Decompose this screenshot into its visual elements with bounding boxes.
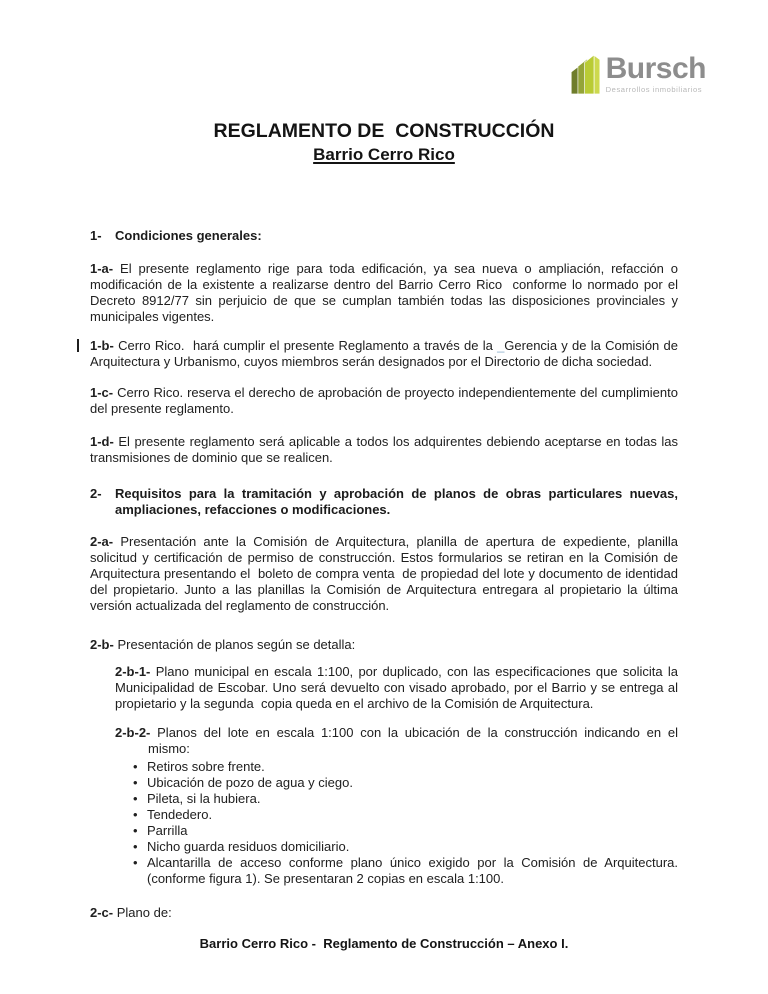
bullet-icon: • — [133, 839, 138, 854]
list-item-text: Parrilla — [147, 823, 188, 838]
paragraph-2b2 — [115, 725, 678, 757]
paragraph-2a-text: Presentación ante la Comisión de Arquitectura, planilla de apertura de expediente, planilla solicitud y certificación de permiso de construcción. Estos formularios se retiran en la Comisión de Arquitectura presentando el boleto de compra venta de propiedad del lote y documento de identidad del propietario. Junto a las planillas la Comisión de Arquitectura entregara al propietario la última versión actualizada del reglamento de construcción. — [90, 534, 678, 613]
logo-brand-name: Bursch — [605, 52, 706, 85]
subtitle-text: Barrio Cerro Rico — [313, 145, 455, 164]
logo-text — [606, 54, 706, 94]
requirements-list — [133, 759, 678, 887]
paragraph-1a — [90, 261, 678, 325]
paragraph-1b-text: Cerro Rico. hará cumplir el presente Reglamento a través de la — [118, 338, 498, 353]
document-subtitle — [90, 143, 678, 166]
paragraph-1b-text-cont: Gerencia y de la Comisión de Arquitectura y Urbanismo, cuyos miembros serán designados por el Directorio de dicha sociedad. — [90, 338, 678, 369]
document-body — [0, 120, 768, 952]
bullet-icon: • — [133, 807, 138, 822]
paragraph-1b-label: 1-b- — [90, 338, 114, 353]
section-2-heading — [90, 486, 678, 518]
paragraph-1c-text: Cerro Rico. reserva el derecho de aprobación de proyecto independientemente del cumplimiento del presente reglamento. — [90, 385, 678, 416]
section-2-number: 2- — [90, 486, 102, 501]
paragraph-2b2-label: 2-b-2- — [115, 725, 151, 740]
list-item-text: Retiros sobre frente. — [147, 759, 265, 774]
bullet-icon: • — [133, 775, 138, 790]
paragraph-1d-text: El presente reglamento será aplicable a todos los adquirentes debiendo aceptarse en todas las transmisiones de dominio que se realicen. — [90, 434, 678, 465]
paragraph-2a-label: 2-a- — [90, 534, 114, 549]
paragraph-1b — [90, 338, 678, 370]
list-item — [133, 775, 678, 791]
logo-tagline: Desarrollos inmobiliarios — [605, 85, 703, 94]
section-2-title: Requisitos para la tramitación y aprobación de planos de obras particulares nuevas, ampliaciones, refacciones o modificaciones. — [115, 486, 678, 517]
bullet-icon: • — [133, 855, 138, 870]
tracked-change-mark: _ — [497, 338, 505, 353]
list-item-text: Pileta, si la hubiera. — [147, 791, 261, 806]
paragraph-2c-text: Plano de: — [116, 905, 172, 920]
paragraph-1a-text: El presente reglamento rige para toda edificación, ya sea nueva o ampliación, refacción o modificación de la existente a realizarse dentro del Barrio Cerro Rico conforme lo normado por el Decreto 8912/77 sin perjuicio de que se cumplan también todas las disposiciones provinciales y municipales vigentes. — [90, 261, 678, 324]
paragraph-1d-label: 1-d- — [90, 434, 114, 449]
paragraph-2b2-text: Planos del lote en escala 1:100 con la ubicación de la construcción indicando en el — [157, 725, 678, 740]
list-item-text: Tendedero. — [147, 807, 213, 822]
paragraph-2a — [90, 534, 678, 614]
list-item — [133, 807, 678, 823]
company-logo — [570, 52, 706, 94]
paragraph-1d — [90, 434, 678, 466]
list-item — [133, 791, 678, 807]
paragraph-2b1-text: Plano municipal en escala 1:100, por duplicado, con las especificaciones que solicita la Municipalidad de Escobar. Uno será devuelto con visado aprobado, por el Barrio y se entrega al propietario y la segunda copia queda en el archivo de la Comisión de Arquitectura. — [115, 664, 678, 711]
paragraph-2b-label: 2-b- — [90, 637, 114, 652]
paragraph-2c-label: 2-c- — [90, 905, 114, 920]
paragraph-1c-label: 1-c- — [90, 385, 114, 400]
bullet-icon: • — [133, 791, 138, 806]
section-1-title: Condiciones generales: — [115, 228, 262, 243]
paragraph-2b1 — [115, 664, 678, 712]
list-item — [133, 839, 678, 855]
page-footer: Barrio Cerro Rico - Reglamento de Construcción – Anexo I. — [199, 936, 569, 951]
paragraph-2c — [90, 905, 678, 921]
revision-bar — [77, 339, 79, 352]
section-1-heading — [90, 228, 678, 244]
list-item-text: Ubicación de pozo de agua y ciego. — [147, 775, 353, 790]
section-1-number: 1- — [90, 228, 102, 243]
list-item — [133, 759, 678, 775]
bullet-icon: • — [133, 823, 138, 838]
list-item-text: Nicho guarda residuos domiciliario. — [147, 839, 350, 854]
paragraph-2b-text: Presentación de planos según se detalla: — [117, 637, 356, 652]
bullet-icon: • — [133, 759, 138, 774]
paragraph-2b2-continuation: mismo: — [148, 741, 190, 756]
document-title: REGLAMENTO DE CONSTRUCCIÓN — [213, 120, 555, 142]
list-item — [133, 855, 678, 887]
paragraph-1c — [90, 385, 678, 417]
paragraph-2b — [90, 637, 678, 653]
buildings-icon — [570, 52, 603, 94]
building-shape — [594, 55, 600, 94]
paragraph-2b1-label: 2-b-1- — [115, 664, 151, 679]
list-item — [133, 823, 678, 839]
paragraph-1a-label: 1-a- — [90, 261, 114, 276]
list-item-text: Alcantarilla de acceso conforme plano único exigido por la Comisión de Arquitectura. (conforme figura 1). Se presentaran 2 copias en escala 1:100. — [147, 855, 678, 886]
